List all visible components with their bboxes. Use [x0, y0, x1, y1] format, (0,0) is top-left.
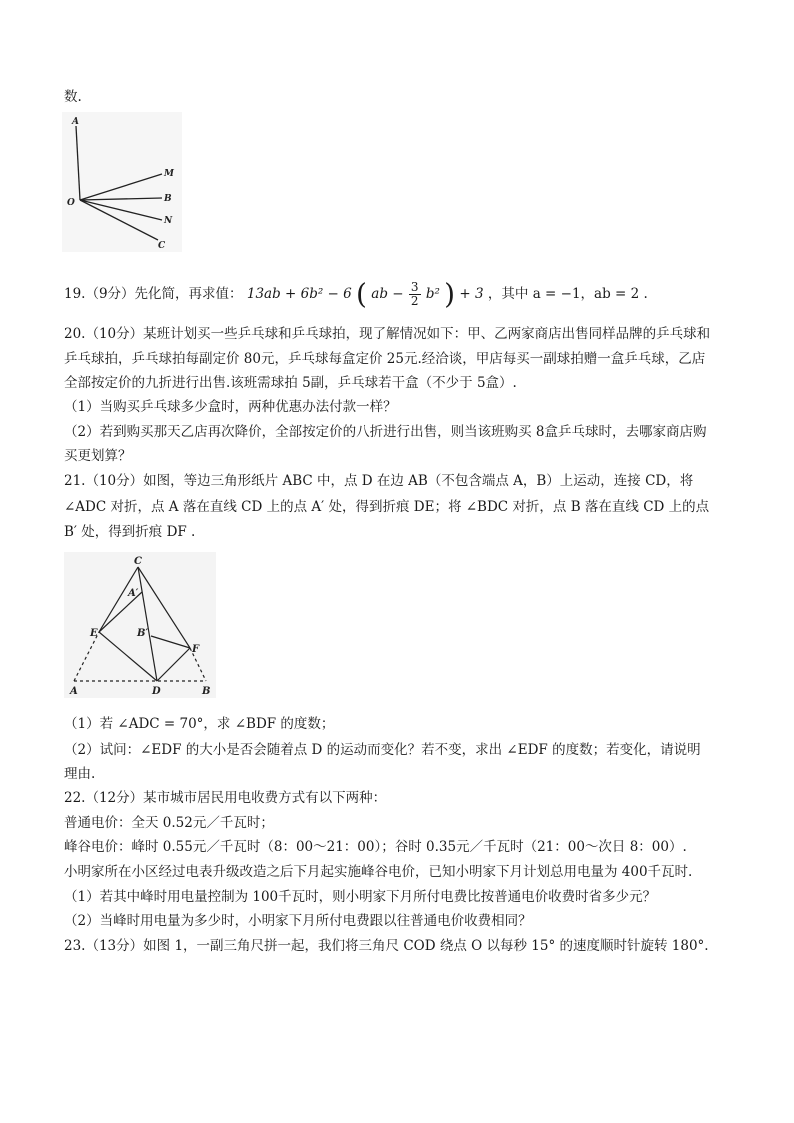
triangle-figure [64, 552, 216, 698]
label-A-prime: A′ [128, 588, 139, 599]
q21-sub2b: 理由. [64, 766, 96, 782]
label-C2: C [134, 556, 142, 567]
q19-suffix: ，其中 a = −1，ab = 2 . [487, 286, 648, 302]
ray-OC [80, 200, 158, 240]
q22-sub2: （2）当峰时用电量为多少时，小明家下月所付电费跟以往普通电价收费相同？ [64, 913, 532, 929]
crease-DF [157, 648, 190, 681]
label-C: C [158, 241, 166, 251]
q20-line3: 全部按定价的九折进行出售.该班需球拍 5副，乒乓球若干盒（不少于 5盒）. [64, 375, 517, 391]
q21-line3: B′ 处，得到折痕 DF . [64, 524, 196, 540]
label-A: A [72, 117, 79, 127]
q20-sub1: （1）当购买乒乓球多少盒时，两种优惠办法付款一样？ [64, 399, 397, 415]
label-F: F [192, 644, 200, 655]
segment-CD [138, 567, 157, 681]
label-A2: A [70, 686, 78, 697]
q23-line1: 23.（13分）如图 1，一副三角尺拼一起，我们将三角尺 COD 绕点 O 以每秒 15° 的速度顺时针旋转 180°. [64, 938, 709, 954]
q19-expr-inner: ab − [371, 286, 404, 302]
angle-figure [62, 112, 182, 252]
side-EC [99, 567, 138, 632]
label-E: E [90, 628, 98, 639]
label-O: O [67, 198, 75, 208]
q19-prefix: 19.（9分）先化简，再求值： [64, 286, 243, 302]
q19-expr-a: 13ab + 6b² − 6 [246, 286, 352, 302]
q19-expr-b: + 3 [459, 286, 484, 302]
label-D: D [152, 686, 161, 697]
q20-sub2b: 买更划算？ [64, 448, 132, 464]
ray-OB [80, 198, 162, 200]
q21-sub1: （1）若 ∠ADC = 70°，求 ∠BDF 的度数； [64, 716, 335, 732]
label-B2: B [202, 686, 211, 697]
q19-paren-close: ) [444, 277, 456, 311]
q21-line2: ∠ADC 对折，点 A 落在直线 CD 上的点 A′ 处，得到折痕 DE；将 ∠BDC 对折，点 B 落在直线 CD 上的点 [64, 499, 710, 515]
crease-DE [99, 632, 157, 681]
q19-paren-open: ( [356, 277, 367, 311]
q21-sub2a: （2）试问：∠EDF 的大小是否会随着点 D 的运动而变化？若不变，求出 ∠EDF 的度数；若变化，请说明 [64, 742, 701, 758]
side-AE-dashed [74, 632, 99, 681]
q19-expr-inner-tail: b² [425, 286, 440, 302]
q18-tail: 数. [64, 89, 82, 105]
q22-line4: 小明家所在小区经过电表升级改造之后下月起实施峰谷电价，已知小明家下月计划总用电量为 400千瓦时. [64, 864, 693, 880]
ray-OM [80, 174, 162, 200]
folding-diagram [64, 552, 216, 698]
ray-ON [80, 200, 162, 220]
q22-line1: 22.（12分）某市城市居民用电收费方式有以下两种： [64, 790, 387, 806]
label-N: N [164, 216, 173, 226]
q19-frac-num: 3 [410, 280, 419, 294]
q22-sub1: （1）若其中峰时用电量控制为 100千瓦时，则小明家下月所付电费比按普通电价收费时省多少元？ [64, 889, 657, 905]
angle-diagram [62, 112, 182, 252]
q21-line1: 21.（10分）如图，等边三角形纸片 ABC 中，点 D 在边 AB（不包含端点 A，B）上运动，连接 CD，将 [64, 473, 694, 489]
ray-OA [76, 126, 80, 200]
q20-line1: 20.（10分）某班计划买一些乒乓球和乒乓球拍，现了解情况如下：甲、乙两家商店出售同样品牌的乒乓球和 [64, 326, 711, 342]
label-M: M [164, 169, 174, 179]
q22-line2: 普通电价：全天 0.52元／千瓦时； [64, 815, 274, 831]
label-B: B [164, 194, 172, 204]
question-19 [64, 277, 648, 311]
q20-line2: 乒乓球拍，乒乓球拍每副定价 80元，乒乓球每盒定价 25元.经洽谈，甲店每买一副球拍赠一盒乒乓球，乙店 [64, 351, 706, 367]
q19-frac-den: 2 [410, 294, 419, 308]
q22-line3: 峰谷电价：峰时 0.55元／千瓦时（8：00～21：00）；谷时 0.35元／千瓦时（21：00～次日 8：00）. [64, 839, 687, 855]
label-B-prime: B′ [137, 628, 149, 639]
q20-sub2a: （2）若到购买那天乙店再次降价，全部按定价的八折进行出售，则当该班购买 8盒乒乓球时，去哪家商店购 [64, 424, 707, 440]
q19-fraction [409, 281, 421, 308]
